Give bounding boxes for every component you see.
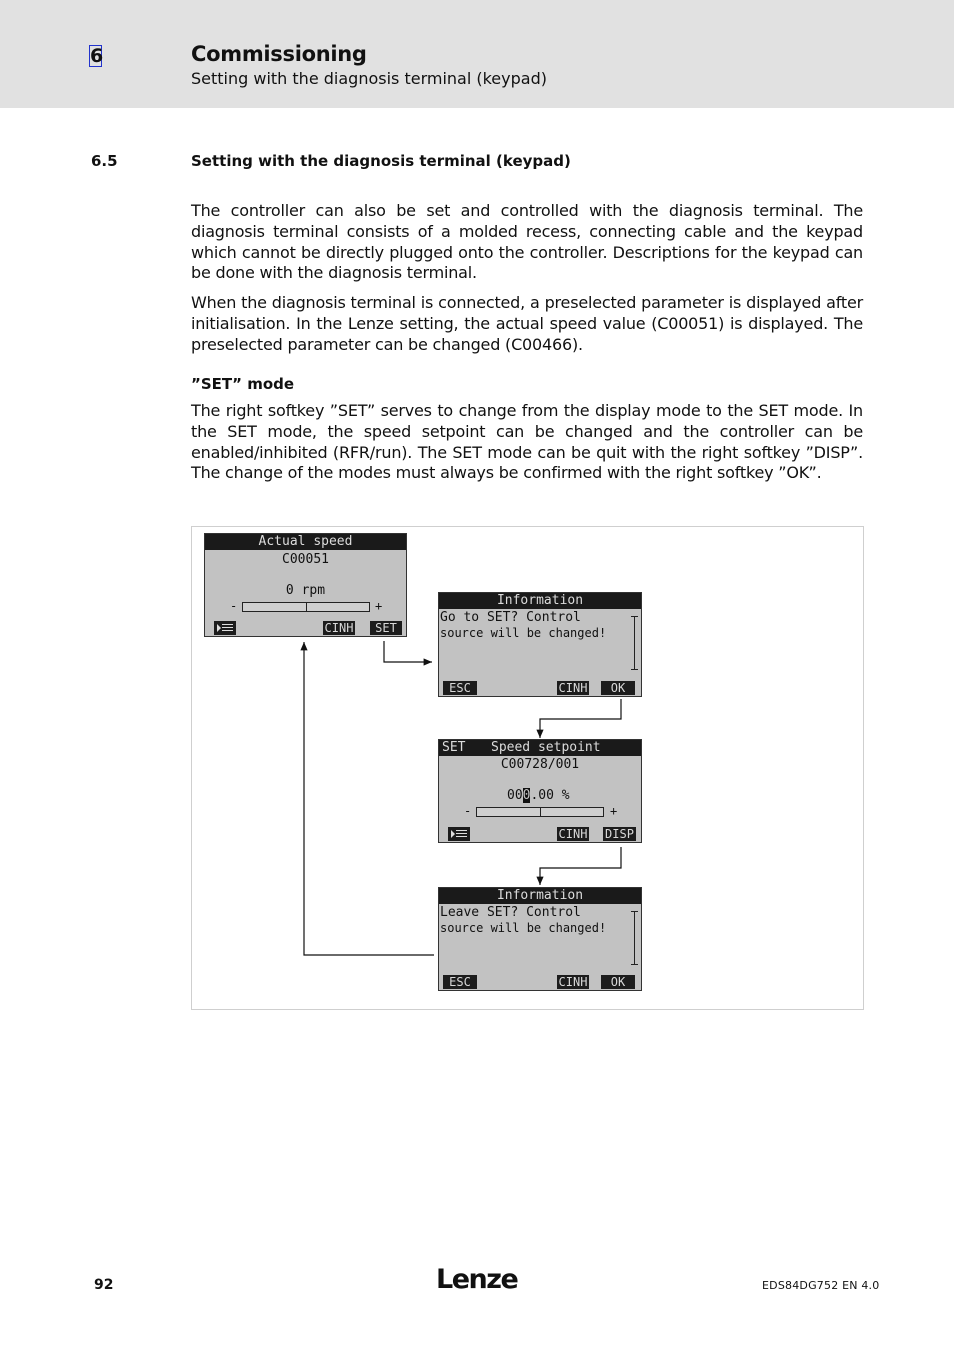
- menu-icon[interactable]: [214, 621, 236, 635]
- softkey-bar: [205, 620, 406, 636]
- lcd-message-line1: Leave SET? Control: [440, 905, 581, 920]
- setpoint-bar: [476, 807, 604, 817]
- lcd-speed-setpoint: [438, 739, 642, 843]
- arrow-info-to-setpoint: [540, 699, 621, 738]
- paragraph-preselected: When the diagnosis terminal is connected, a preselected parameter is displayed after initialisation. In the Lenze setting, the actual speed value (C00051) is displayed. The preselected parameter can be changed (C00466).: [191, 293, 863, 354]
- softkey-bar: [439, 680, 641, 696]
- lcd-title: Information: [439, 888, 641, 904]
- keypad-figure: [191, 526, 864, 1010]
- subheading-set-mode: ”SET” mode: [191, 375, 295, 393]
- softkey-cinh[interactable]: CINH: [558, 975, 588, 989]
- softkey-esc[interactable]: ESC: [443, 681, 477, 695]
- document-code: EDS84DG752 EN 4.0: [762, 1279, 880, 1292]
- plus-sign: +: [375, 599, 383, 613]
- softkey-bar: [439, 826, 641, 842]
- softkey-disp[interactable]: DISP: [603, 827, 636, 841]
- lcd-titlebar: [439, 740, 641, 756]
- softkey-cinh[interactable]: CINH: [558, 681, 588, 695]
- section-title: Setting with the diagnosis terminal (keypad): [191, 152, 571, 170]
- page-number: 92: [94, 1277, 114, 1293]
- softkey-esc[interactable]: ESC: [443, 975, 477, 989]
- lcd-title: Actual speed: [205, 534, 406, 550]
- lcd-title: Speed setpoint: [491, 740, 601, 755]
- arrow-return-to-display: [304, 642, 434, 955]
- softkey-ok[interactable]: OK: [601, 975, 635, 989]
- arrow-set-to-info: [384, 641, 432, 662]
- lcd-info-leave-set: [438, 887, 642, 991]
- softkey-cinh[interactable]: CINH: [324, 621, 354, 635]
- lcd-message-line2: source will be changed!: [440, 921, 607, 935]
- speed-bar: [242, 602, 370, 612]
- header-band: [0, 0, 954, 108]
- minus-sign: -: [464, 804, 472, 818]
- lcd-info-go-to-set: [438, 592, 642, 697]
- paragraph-intro: The controller can also be set and controlled with the diagnosis terminal. The diagnosis terminal consists of a molded recess, connecting cable and the keypad which cannot be directly plugged onto the controller. Descriptions for the keypad can be done with the diagnosis terminal.: [191, 201, 863, 283]
- chapter-title: Commissioning: [191, 42, 367, 66]
- lcd-message-line2: source will be changed!: [440, 626, 607, 640]
- lenze-logo: Lenze: [436, 1264, 518, 1295]
- lcd-code: C00051: [282, 552, 329, 567]
- minus-sign: -: [230, 599, 238, 613]
- chapter-number[interactable]: 6: [90, 45, 104, 67]
- lcd-value: 0 rpm: [285, 583, 326, 598]
- softkey-bar: [439, 974, 641, 990]
- softkey-set[interactable]: SET: [370, 621, 402, 635]
- softkey-ok[interactable]: OK: [601, 681, 635, 695]
- lcd-code: C00728/001: [500, 757, 580, 772]
- section-number: 6.5: [91, 152, 118, 170]
- menu-icon[interactable]: [448, 827, 470, 841]
- softkey-cinh[interactable]: CINH: [558, 827, 588, 841]
- edit-cursor[interactable]: 0: [522, 788, 531, 803]
- arrow-disp-to-info: [540, 847, 621, 885]
- lcd-title: Information: [439, 593, 641, 609]
- lcd-actual-speed: [204, 533, 407, 637]
- lcd-mode: SET: [442, 740, 466, 755]
- chapter-subtitle: Setting with the diagnosis terminal (keypad): [191, 69, 547, 88]
- plus-sign: +: [610, 804, 618, 818]
- lcd-value: 000.00 %: [507, 788, 570, 803]
- scrollbar: [634, 911, 635, 965]
- scrollbar: [634, 616, 635, 670]
- lcd-message-line1: Go to SET? Control: [440, 610, 581, 625]
- paragraph-set-mode: The right softkey ”SET” serves to change from the display mode to the SET mode. In the SET mode, the speed setpoint can be changed and the controller can be enabled/inhibited (RFR/run). The SET mode can be quit with the right softkey ”DISP”. The change of the modes must always be confirmed with the right softkey ”OK”.: [191, 401, 863, 483]
